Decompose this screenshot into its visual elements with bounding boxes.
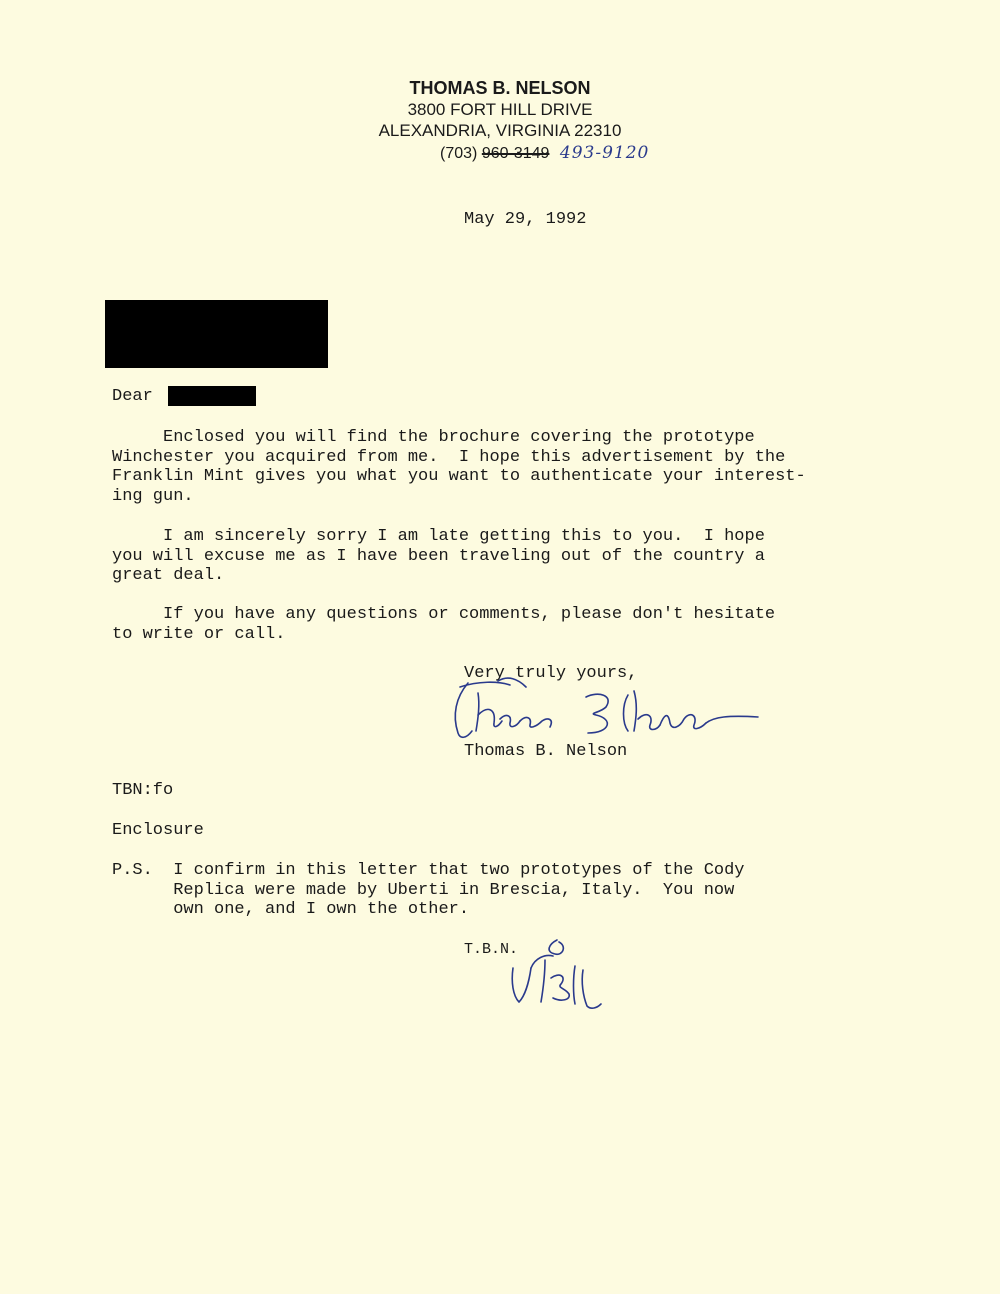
ps-initials: T.B.N. xyxy=(464,941,519,958)
letterhead-phone xyxy=(440,143,649,163)
signer-name: Thomas B. Nelson xyxy=(464,742,628,761)
handwritten-initials-signature xyxy=(505,938,615,1013)
phone-new-number-handwritten: 493-9120 xyxy=(559,143,650,163)
letterhead-name: THOMAS B. NELSON xyxy=(409,78,591,98)
phone-area-code: (703) xyxy=(440,145,478,162)
salutation: Dear xyxy=(112,387,153,406)
postscript: P.S. I confirm in this letter that two prototypes of the Cody Replica were made by Uberti in Brescia, Italy. You now own one, and I own the other. xyxy=(112,861,745,920)
letterhead-street: 3800 FORT HILL DRIVE xyxy=(407,100,593,119)
reference-initials: TBN:fo xyxy=(112,781,174,800)
letter-date: May 29, 1992 xyxy=(464,210,587,229)
phone-old-number: 960-3149 xyxy=(481,145,550,162)
redacted-address-block xyxy=(105,300,328,368)
closing: Very truly yours, xyxy=(464,664,638,683)
letterhead-city: ALEXANDRIA, VIRGINIA 22310 xyxy=(378,121,622,140)
body-paragraph-2: I am sincerely sorry I am late getting this to you. I hope you will excuse me as I have been traveling out of the country a great deal. xyxy=(112,527,765,586)
enclosure-notation: Enclosure xyxy=(112,821,204,840)
body-paragraph-1: Enclosed you will find the brochure covering the prototype Winchester you acquired from me. I hope this advertisement by the Franklin Mint gives you what you want to authenticate your interest- ing gun. xyxy=(112,428,806,506)
handwritten-signature xyxy=(438,675,768,745)
redacted-recipient-name xyxy=(168,386,256,406)
body-paragraph-3: If you have any questions or comments, please don't hesitate to write or call. xyxy=(112,605,776,644)
